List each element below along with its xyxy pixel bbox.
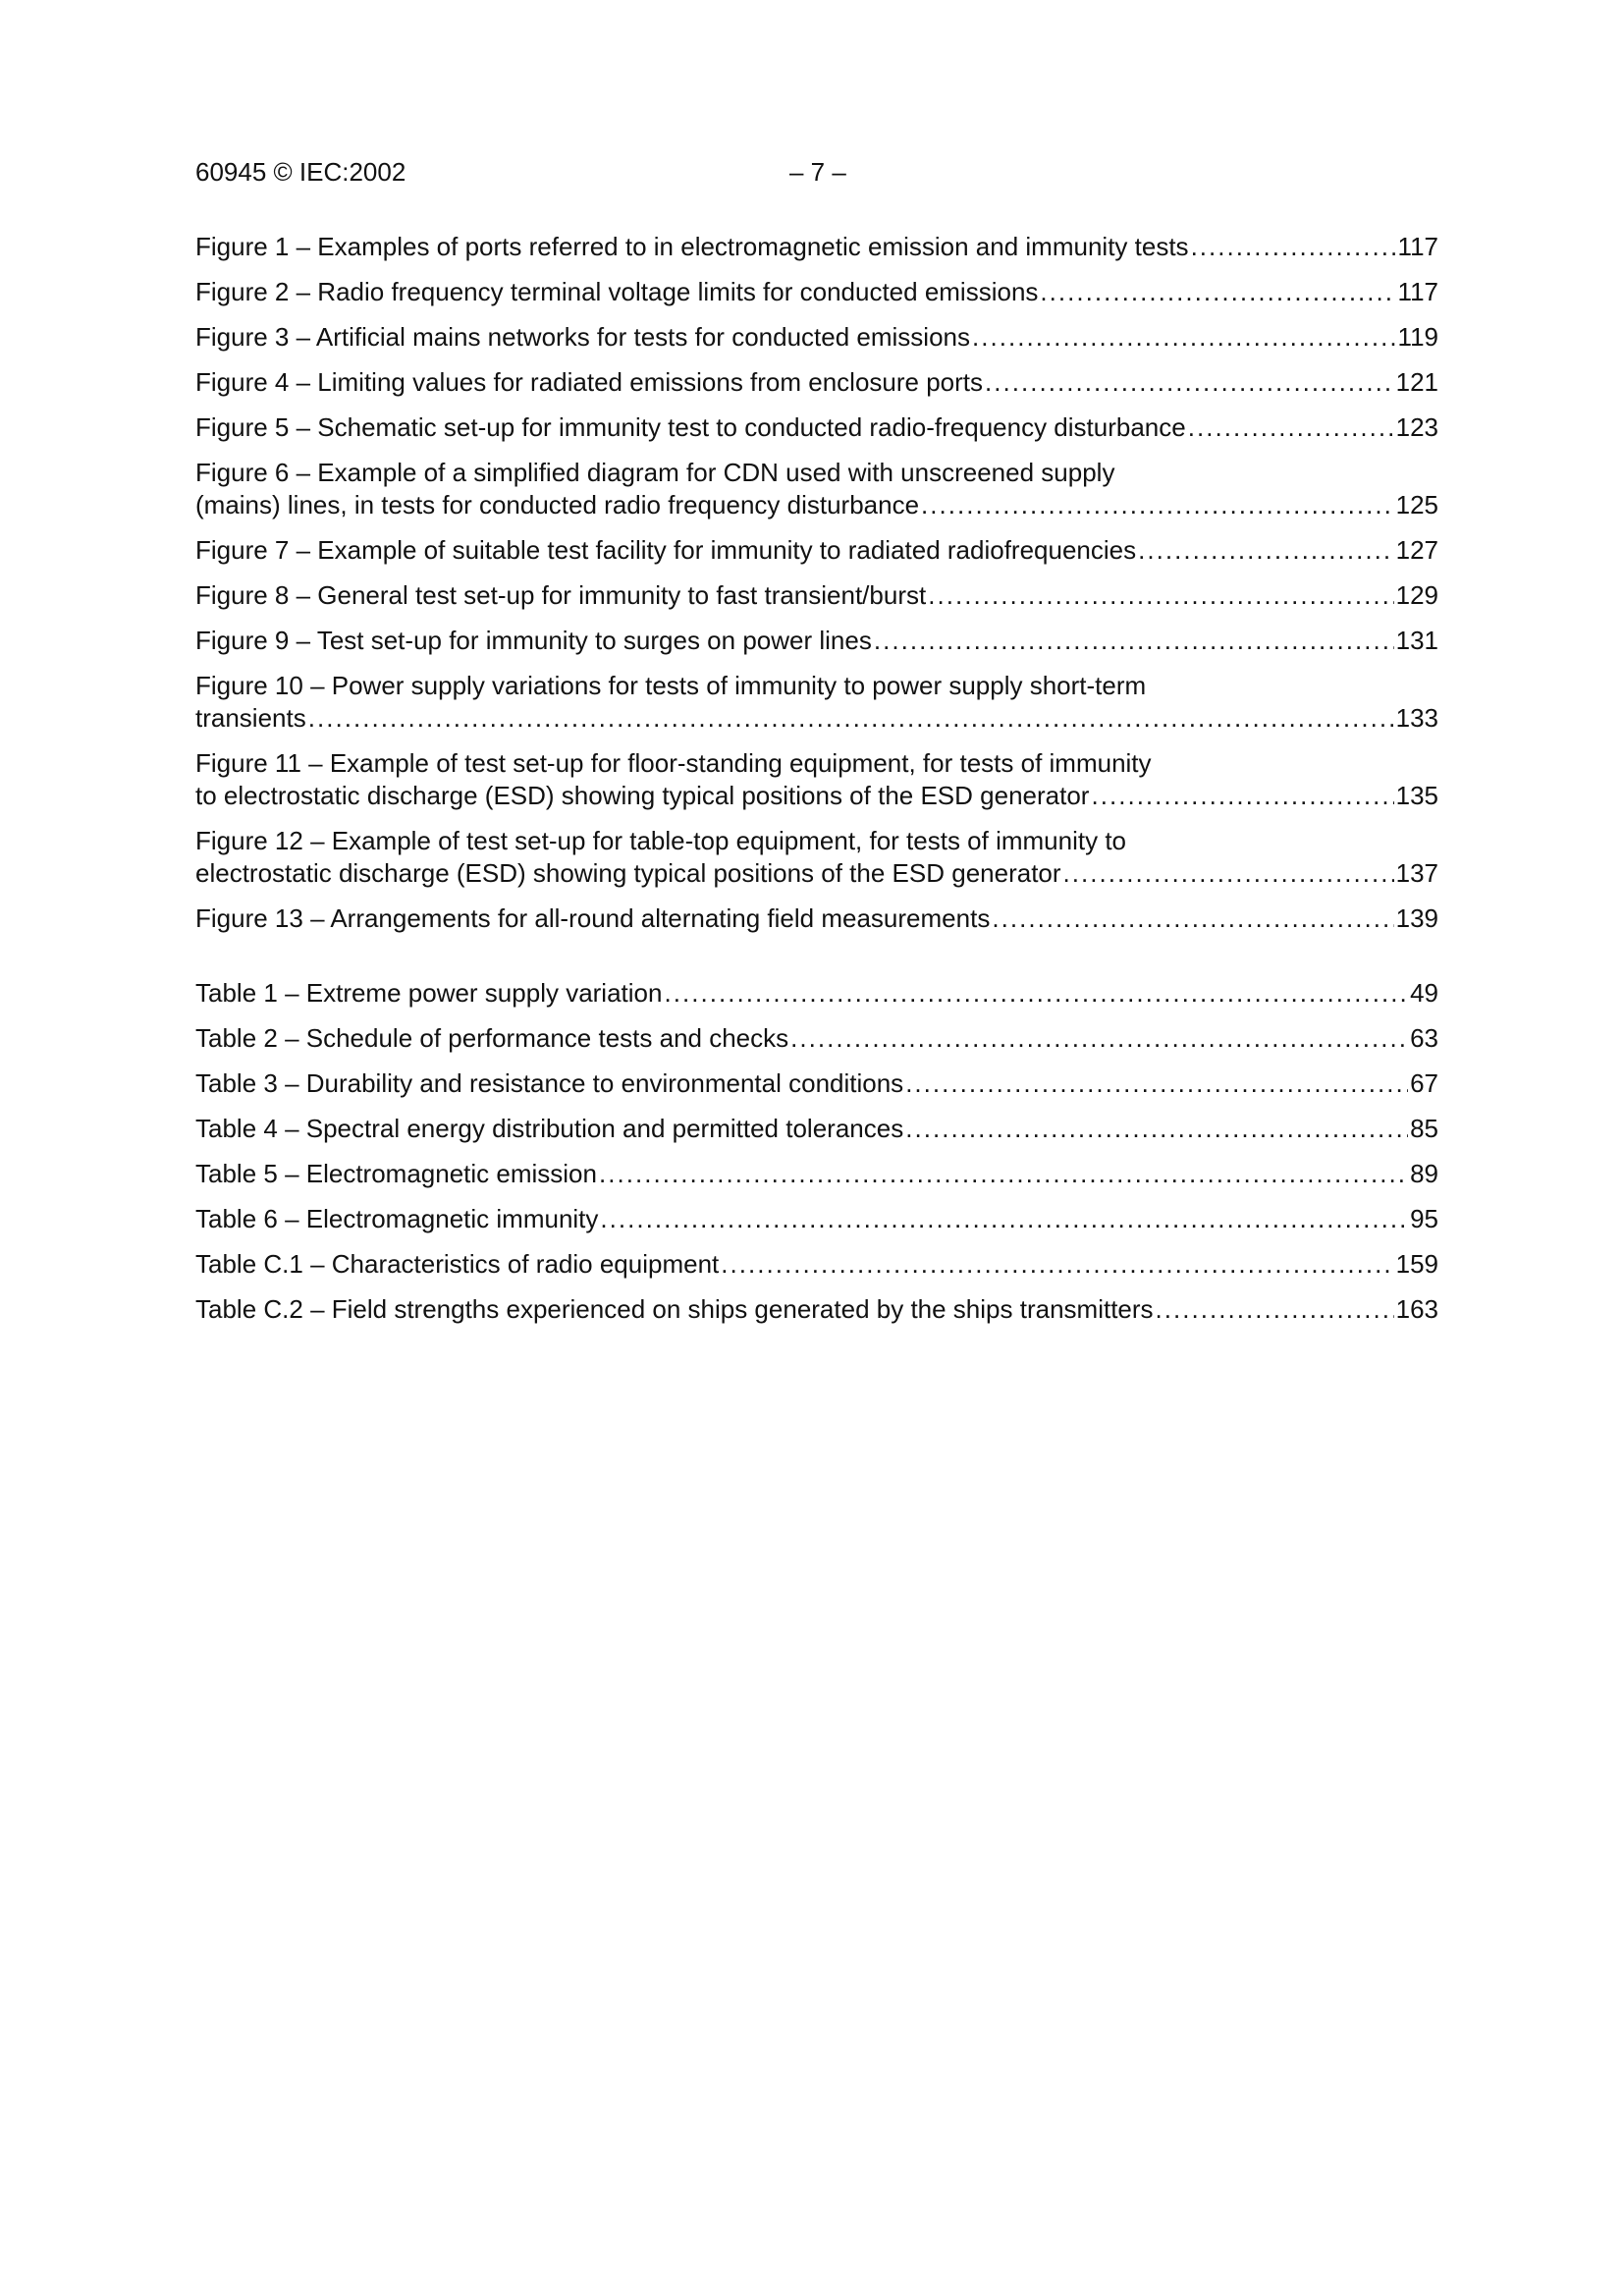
- dot-leader: [985, 366, 1394, 399]
- entry-title: Figure 7 – Example of suitable test facility for immunity to radiated radiofrequencies: [195, 535, 1137, 565]
- table-entry[interactable]: [195, 1203, 1438, 1235]
- figure-entry[interactable]: [195, 670, 1438, 735]
- entry-title-line: Figure 11 – Example of test set-up for floor-standing equipment, for tests of immunity: [195, 748, 1152, 778]
- entry-title: Table 1 – Extreme power supply variation: [195, 978, 663, 1008]
- entry-title: Table 2 – Schedule of performance tests and checks: [195, 1023, 789, 1053]
- entry-page-number: 125: [1395, 490, 1438, 519]
- entry-line: [195, 902, 1438, 935]
- figure-entry[interactable]: [195, 457, 1438, 521]
- entry-title: Figure 4 – Limiting values for radiated emissions from enclosure ports: [195, 367, 984, 397]
- dot-leader: [905, 1067, 1408, 1100]
- entry-page-number: 117: [1397, 277, 1438, 306]
- entry-line: [195, 1203, 1438, 1235]
- entry-page-number: 95: [1410, 1204, 1438, 1233]
- entry-title: Table C.2 – Field strengths experienced on ships generated by the ships transmitters: [195, 1294, 1154, 1324]
- entry-title: Figure 5 – Schematic set-up for immunity test to conducted radio-frequency disturbance: [195, 412, 1186, 442]
- entry-title: electrostatic discharge (ESD) showing typical positions of the ESD generator: [195, 858, 1061, 888]
- entry-line: [195, 857, 1438, 890]
- table-entry[interactable]: [195, 1113, 1438, 1145]
- figure-entry[interactable]: [195, 625, 1438, 657]
- dot-leader: [664, 977, 1408, 1010]
- table-entry[interactable]: [195, 977, 1438, 1010]
- entry-page-number: 137: [1395, 858, 1438, 888]
- entry-page-number: 85: [1410, 1114, 1438, 1143]
- dot-leader: [874, 625, 1394, 657]
- entry-page-number: 117: [1397, 232, 1438, 261]
- figure-entry[interactable]: [195, 276, 1438, 308]
- entry-title-line: Figure 6 – Example of a simplified diagram for CDN used with unscreened supply: [195, 458, 1115, 487]
- dot-leader: [1191, 231, 1396, 263]
- entry-line: [195, 1293, 1438, 1326]
- entry-line: [195, 1113, 1438, 1145]
- dot-leader: [600, 1203, 1408, 1235]
- table-entry[interactable]: [195, 1293, 1438, 1326]
- figure-entry[interactable]: [195, 534, 1438, 567]
- entry-line: [195, 276, 1438, 308]
- dot-leader: [1063, 857, 1394, 890]
- entry-line: [195, 321, 1438, 354]
- entry-line: [195, 1022, 1438, 1055]
- entry-page-number: 133: [1395, 703, 1438, 733]
- entry-line: [195, 1067, 1438, 1100]
- dot-leader: [1156, 1293, 1394, 1326]
- entry-page-number: 135: [1395, 781, 1438, 810]
- entry-title: Figure 1 – Examples of ports referred to in electromagnetic emission and immunity tests: [195, 232, 1189, 261]
- entry-line: [195, 534, 1438, 567]
- figure-entry[interactable]: [195, 825, 1438, 890]
- entry-title: Table 5 – Electromagnetic emission: [195, 1159, 597, 1188]
- entry-line: [195, 366, 1438, 399]
- dot-leader: [905, 1113, 1408, 1145]
- entry-line: [195, 411, 1438, 444]
- figure-entry[interactable]: [195, 747, 1438, 812]
- entry-title: Table 3 – Durability and resistance to environmental conditions: [195, 1068, 904, 1098]
- entry-page-number: 139: [1395, 903, 1438, 933]
- table-entry[interactable]: [195, 1022, 1438, 1055]
- entry-line: [195, 579, 1438, 612]
- entry-page-number: 49: [1410, 978, 1438, 1008]
- dot-leader: [308, 702, 1394, 735]
- dot-leader: [1091, 780, 1393, 812]
- dot-leader: [921, 489, 1394, 521]
- entry-line: [195, 231, 1438, 263]
- entry-page-number: 67: [1410, 1068, 1438, 1098]
- list-of-tables: [195, 977, 1438, 1339]
- entry-page-number: 123: [1395, 412, 1438, 442]
- entry-page-number: 159: [1395, 1249, 1438, 1279]
- entry-page-number: 131: [1395, 626, 1438, 655]
- entry-title: Table 4 – Spectral energy distribution and permitted tolerances: [195, 1114, 904, 1143]
- entry-title: to electrostatic discharge (ESD) showing typical positions of the ESD generator: [195, 781, 1090, 810]
- entry-line: [195, 702, 1438, 735]
- entry-line: [195, 1158, 1438, 1190]
- figure-entry[interactable]: [195, 411, 1438, 444]
- entry-page-number: 129: [1395, 580, 1438, 610]
- entry-title: Figure 8 – General test set-up for immunity to fast transient/burst: [195, 580, 927, 610]
- entry-title: Figure 9 – Test set-up for immunity to surges on power lines: [195, 626, 872, 655]
- dot-leader: [1040, 276, 1395, 308]
- figure-entry[interactable]: [195, 321, 1438, 354]
- dot-leader: [1188, 411, 1394, 444]
- dot-leader: [790, 1022, 1408, 1055]
- entry-page-number: 89: [1410, 1159, 1438, 1188]
- entry-title: Figure 3 – Artificial mains networks for tests for conducted emissions: [195, 322, 970, 352]
- entry-page-number: 127: [1395, 535, 1438, 565]
- figure-entry[interactable]: [195, 366, 1438, 399]
- entry-page-number: 121: [1395, 367, 1438, 397]
- document-reference: 60945 © IEC:2002: [195, 157, 406, 187]
- table-entry[interactable]: [195, 1158, 1438, 1190]
- dot-leader: [972, 321, 1396, 354]
- entry-page-number: 119: [1397, 322, 1438, 352]
- entry-line: [195, 977, 1438, 1010]
- dot-leader: [992, 902, 1393, 935]
- figure-entry[interactable]: [195, 231, 1438, 263]
- entry-line: [195, 780, 1438, 812]
- entry-line: [195, 1248, 1438, 1281]
- dot-leader: [1138, 534, 1393, 567]
- entry-line: [195, 625, 1438, 657]
- page-header: [195, 157, 1438, 191]
- entry-title: Figure 13 – Arrangements for all-round alternating field measurements: [195, 903, 991, 933]
- figure-entry[interactable]: [195, 579, 1438, 612]
- entry-title: Figure 2 – Radio frequency terminal voltage limits for conducted emissions: [195, 277, 1039, 306]
- table-entry[interactable]: [195, 1067, 1438, 1100]
- entry-title: Table 6 – Electromagnetic immunity: [195, 1204, 599, 1233]
- entry-title: Table C.1 – Characteristics of radio equipment: [195, 1249, 720, 1279]
- page-number: – 7 –: [789, 157, 846, 187]
- table-entry[interactable]: [195, 1248, 1438, 1281]
- list-of-figures: [195, 231, 1438, 948]
- entry-title-line: Figure 10 – Power supply variations for tests of immunity to power supply short-term: [195, 671, 1147, 700]
- dot-leader: [928, 579, 1393, 612]
- dot-leader: [599, 1158, 1408, 1190]
- entry-title: transients: [195, 703, 306, 733]
- entry-page-number: 163: [1395, 1294, 1438, 1324]
- entry-title: (mains) lines, in tests for conducted radio frequency disturbance: [195, 490, 920, 519]
- entry-page-number: 63: [1410, 1023, 1438, 1053]
- entry-line: [195, 489, 1438, 521]
- figure-entry[interactable]: [195, 902, 1438, 935]
- entry-title-line: Figure 12 – Example of test set-up for table-top equipment, for tests of immunity to: [195, 826, 1127, 855]
- dot-leader: [721, 1248, 1393, 1281]
